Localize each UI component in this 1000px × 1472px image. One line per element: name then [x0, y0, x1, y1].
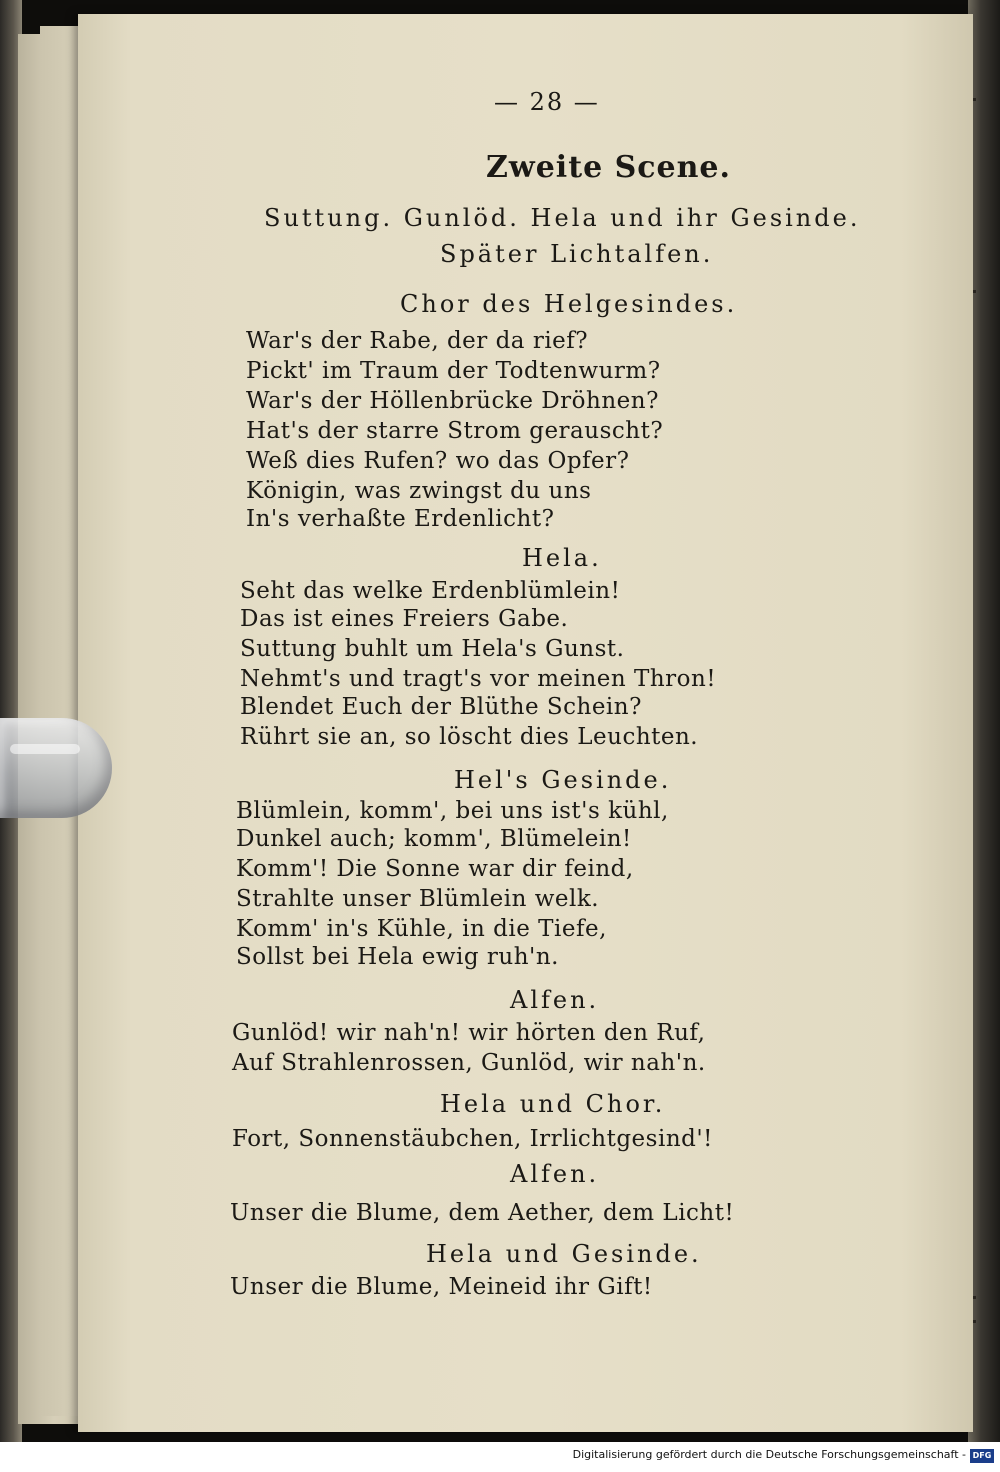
cast-line: Später Lichtalfen. — [440, 240, 714, 268]
verse-line: Unser die Blume, Meineid ihr Gift! — [230, 1274, 653, 1300]
page-clip — [0, 718, 112, 818]
verse-line: In's verhaßte Erdenlicht? — [246, 506, 555, 532]
speaker-heading: Chor des Helgesindes. — [400, 290, 738, 318]
verse-line: War's der Rabe, der da rief? — [246, 328, 589, 354]
speaker-heading: Hela und Gesinde. — [426, 1240, 702, 1268]
verse-line: Hat's der starre Strom gerauscht? — [246, 418, 664, 444]
verse-line: Weß dies Rufen? wo das Opfer? — [246, 448, 630, 474]
verse-line: Suttung buhlt um Hela's Gunst. — [240, 636, 625, 662]
cast-line: Suttung. Gunlöd. Hela und ihr Gesinde. — [264, 204, 861, 232]
verse-line: Blümlein, komm', bei uns ist's kühl, — [236, 798, 669, 824]
verse-line: Königin, was zwingst du uns — [246, 478, 592, 504]
verse-line: Fort, Sonnenstäubchen, Irrlichtgesind'! — [232, 1126, 713, 1152]
verse-line: Komm' in's Kühle, in die Tiefe, — [236, 916, 607, 942]
verse-line: Auf Strahlenrossen, Gunlöd, wir nah'n. — [232, 1050, 706, 1076]
page-clip-highlight — [10, 744, 80, 754]
page-number: — 28 — — [494, 88, 600, 116]
funding-credit: Digitalisierung gefördert durch die Deutsche Forschungsgemeinschaft - — [572, 1448, 966, 1461]
speaker-heading: Alfen. — [510, 986, 600, 1014]
speaker-heading: Hel's Gesinde. — [454, 766, 672, 794]
verse-line: Strahlte unser Blümlein welk. — [236, 886, 600, 912]
verse-line: Komm'! Die Sonne war dir feind, — [236, 856, 634, 882]
scene-title: Zweite Scene. — [486, 150, 731, 185]
verse-line: Pickt' im Traum der Todtenwurm? — [246, 358, 661, 384]
verse-line: Unser die Blume, dem Aether, dem Licht! — [230, 1200, 735, 1226]
dfg-logo: DFG — [970, 1449, 994, 1463]
speaker-heading: Alfen. — [510, 1160, 600, 1188]
verse-line: Dunkel auch; komm', Blümelein! — [236, 826, 632, 852]
verse-line: Sollst bei Hela ewig ruh'n. — [236, 944, 559, 970]
verse-line: Nehmt's und tragt's vor meinen Thron! — [240, 666, 717, 692]
verse-line: Rührt sie an, so löscht dies Leuchten. — [240, 724, 699, 750]
verse-line: Seht das welke Erdenblümlein! — [240, 578, 621, 604]
verse-line: Blendet Euch der Blüthe Schein? — [240, 694, 642, 720]
verse-line: Das ist eines Freiers Gabe. — [240, 606, 569, 632]
speaker-heading: Hela. — [522, 544, 602, 572]
verse-line: War's der Höllenbrücke Dröhnen? — [246, 388, 659, 414]
speaker-heading: Hela und Chor. — [440, 1090, 666, 1118]
verse-line: Gunlöd! wir nah'n! wir hörten den Ruf, — [232, 1020, 706, 1046]
